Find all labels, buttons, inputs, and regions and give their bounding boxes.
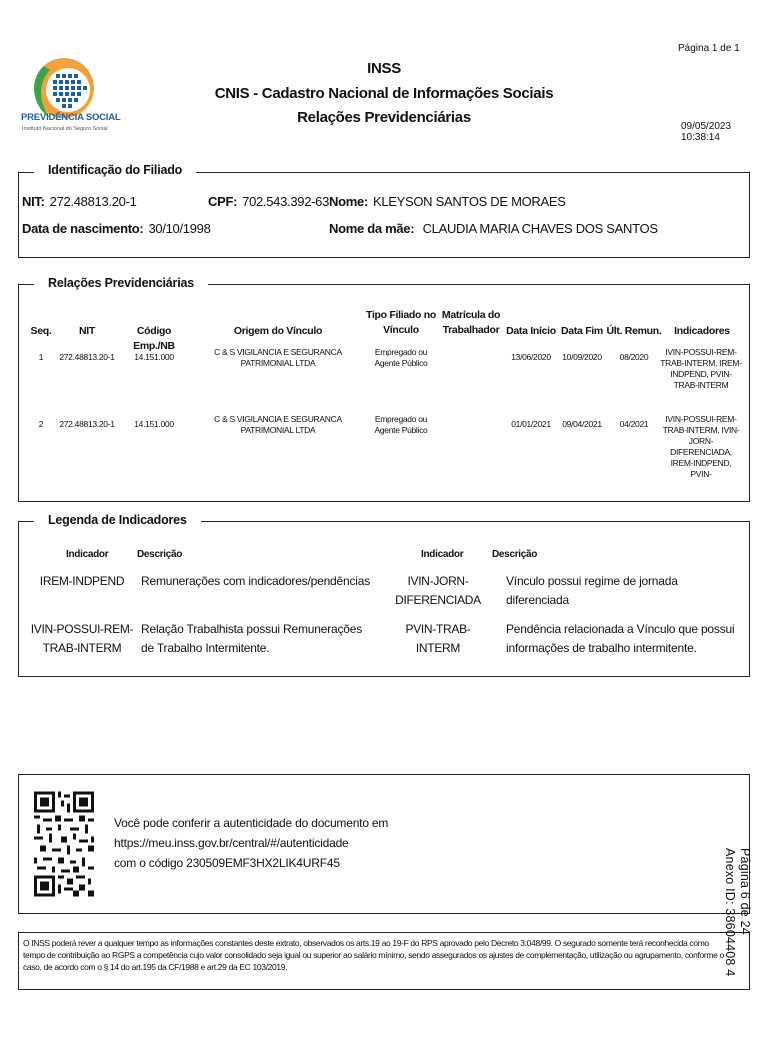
side-stamp-page: Página 6 de 24	[738, 848, 752, 935]
legenda-col-indicador-right: Indicador	[421, 549, 464, 560]
table-cell-nit: 272.48813.20-1	[59, 419, 115, 429]
table-cell-tipo: Empregado ou Agente Público	[374, 414, 428, 435]
table-cell-data-fim: 09/04/2021	[562, 419, 602, 429]
header-title-cnis: CNIS - Cadastro Nacional de Informações Sociais	[214, 85, 554, 102]
col-header-seq: Seq.	[30, 325, 52, 337]
table-cell-codigo: 14.151.000	[134, 352, 174, 362]
legenda-col-indicador-left: Indicador	[66, 549, 109, 560]
page-number: Página 1 de 1	[678, 43, 740, 54]
logo-brand-text: PREVIDÊNCIA SOCIAL	[21, 112, 121, 123]
col-header-ult-remun: Últ. Remun.	[606, 325, 662, 337]
table-cell-origem: C & S VIGILANCIA E SEGURANCA PATRIMONIAL LTDA	[214, 414, 342, 435]
col-header-tipo: Tipo Filiado no Vínculo	[366, 309, 436, 336]
legenda-desc: Remunerações com indicadores/pendências	[141, 574, 371, 588]
relacoes-section-title: Relações Previdenciárias	[34, 276, 208, 290]
legenda-code: IREM-INDPEND	[39, 574, 125, 588]
issue-datetime: 09/05/2023 10:38:14	[681, 121, 732, 143]
header-title-relacoes: Relações Previdenciárias	[297, 109, 471, 126]
qr-code-icon	[34, 791, 94, 897]
legenda-desc: Relação Trabalhista possui Remunerações de Trabalho Intermitente.	[141, 622, 362, 655]
table-cell-data-fim: 10/09/2020	[562, 352, 602, 362]
table-cell-ult-remun: 04/2021	[619, 419, 649, 429]
table-cell-indicadores: IVIN-POSSUI-REM-TRAB-INTERM, IVIN-JORN-DIFERENCIADA, IREM-INDPEND, PVIN-	[662, 414, 740, 479]
legenda-desc: Pendência relacionada a Vínculo que possui informações de trabalho intermitente.	[506, 622, 735, 655]
table-cell-seq: 1	[38, 352, 44, 362]
filiado-nit: NIT: 272.48813.20-1	[22, 194, 137, 209]
autenticidade-codigo: com o código 230509EMF3HX2LIK4URF45	[114, 856, 340, 870]
disclaimer-text: O INSS poderá rever a qualquer tempo as informações constantes deste extrato, observados os arts.19 ao 19-F do RPS aprovado pelo Decreto 3.048/99. O segurado somente terá reconhecida como tempo de contribuição ao RGPS a competência cujo valor consolidado seja igual ou superior ao salário mínimo, sendo assegurados os ajustes de complementação, utilização ou agrupamento, conforme o caso, de acordo com o § 14 do art.195 da CF/1988 e art.29 da EC 103/2019.	[23, 938, 724, 972]
table-cell-data-inicio: 01/01/2021	[511, 419, 551, 429]
legenda-code: IVIN-POSSUI-REM-TRAB-INTERM	[30, 622, 134, 655]
table-cell-tipo: Empregado ou Agente Público	[374, 347, 428, 368]
filiado-section	[18, 172, 750, 258]
legenda-col-descricao-left: Descrição	[137, 549, 183, 560]
col-header-indicadores: Indicadores	[674, 325, 730, 337]
filiado-data-nascimento: Data de nascimento: 30/10/1998	[22, 221, 211, 236]
table-cell-origem: C & S VIGILANCIA E SEGURANCA PATRIMONIAL LTDA	[214, 347, 342, 368]
table-cell-codigo: 14.151.000	[134, 419, 174, 429]
col-header-origem: Origem do Vínculo	[233, 325, 323, 337]
col-header-nit: NIT	[78, 325, 95, 337]
filiado-cpf: CPF: 702.543.392-63	[208, 194, 330, 209]
side-stamp	[722, 848, 752, 1058]
col-header-data-inicio: Data Início	[506, 325, 556, 337]
col-header-data-fim: Data Fim	[561, 325, 603, 337]
col-header-codigo: Código Emp./NB	[133, 325, 175, 352]
table-cell-indicadores: IVIN-POSSUI-REM-TRAB-INTERM, IREM-INDPEND, PVIN-TRAB-INTERM	[660, 347, 742, 390]
logo-subtitle: Instituto Nacional do Seguro Social	[22, 126, 108, 132]
legenda-desc: Vínculo possui regime de jornada diferenciada	[506, 574, 678, 607]
legenda-section-title: Legenda de Indicadores	[34, 513, 201, 527]
table-cell-nit: 272.48813.20-1	[59, 352, 115, 362]
legenda-col-descricao-right: Descrição	[492, 549, 538, 560]
table-cell-data-inicio: 13/06/2020	[511, 352, 551, 362]
col-header-matricula: Matrícula do Trabalhador	[441, 309, 501, 336]
filiado-nome-mae: Nome da mãe: CLAUDIA MARIA CHAVES DOS SANTOS	[329, 221, 658, 236]
table-cell-seq: 2	[38, 419, 44, 429]
legenda-code: IVIN-JORN-DIFERENCIADA	[395, 574, 481, 607]
legenda-code: PVIN-TRAB-INTERM	[405, 622, 471, 655]
filiado-section-title: Identificação do Filiado	[34, 163, 196, 177]
autenticidade-line-1: Você pode conferir a autenticidade do documento em	[114, 816, 389, 830]
header-title-inss: INSS	[367, 60, 401, 77]
side-stamp-anexo: Anexo ID: 38604408 4	[723, 848, 737, 977]
autenticidade-url[interactable]: https://meu.inss.gov.br/central/#/autenticidade	[114, 836, 349, 850]
filiado-nome: Nome: KLEYSON SANTOS DE MORAES	[329, 194, 566, 209]
table-cell-ult-remun: 08/2020	[619, 352, 649, 362]
